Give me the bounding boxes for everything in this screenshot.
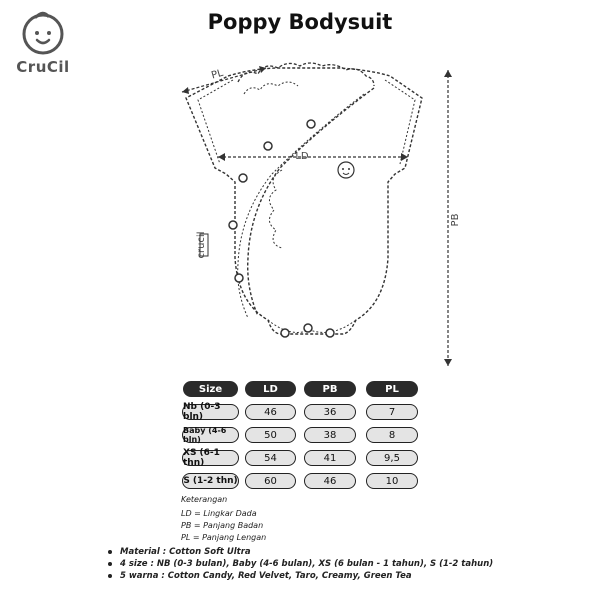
- product-details-list: [108, 546, 493, 582]
- ld-label: LD: [295, 151, 309, 162]
- note-item: PL = Panjang Lengan: [181, 533, 267, 542]
- ld-cell: 60: [245, 473, 296, 489]
- table-header-ld: LD: [245, 381, 296, 397]
- table-header-size: Size: [183, 381, 238, 397]
- page-title: Poppy Bodysuit: [207, 10, 393, 34]
- detail-item: 4 size : NB (0-3 bulan), Baby (4-6 bulan), XS (6 bulan - 1 tahun), S (1-2 tahun): [108, 558, 493, 570]
- pb-cell: 36: [304, 404, 356, 420]
- table-header-pl: PL: [366, 381, 418, 397]
- notes-heading: Keterangan: [181, 495, 228, 504]
- brand-name: CruCil: [16, 58, 70, 76]
- size-cell: Nb (0-3 bln): [182, 404, 239, 420]
- size-cell: XS (6-1 thn): [182, 450, 239, 466]
- ld-cell: 54: [245, 450, 296, 466]
- pb-cell: 46: [304, 473, 356, 489]
- pl-label: PL: [210, 67, 225, 82]
- legend-notes: [181, 494, 266, 544]
- ld-cell: 46: [245, 404, 296, 420]
- note-item: LD = Lingkar Dada: [181, 509, 257, 518]
- garment-tag: crucil: [196, 231, 207, 259]
- pl-cell: 10: [366, 473, 418, 489]
- pb-cell: 41: [304, 450, 356, 466]
- table-header-pb: PB: [304, 381, 356, 397]
- size-cell: S (1-2 thn): [182, 473, 239, 489]
- size-cell: Baby (4-6 bln): [182, 427, 239, 443]
- bodysuit-illustration: [160, 58, 470, 378]
- detail-item: 5 warna : Cotton Candy, Red Velvet, Taro, Creamy, Green Tea: [108, 570, 493, 582]
- pl-cell: 9,5: [366, 450, 418, 466]
- detail-item: Material : Cotton Soft Ultra: [108, 546, 493, 558]
- pl-cell: 7: [366, 404, 418, 420]
- pb-label: PB: [450, 213, 461, 227]
- pb-cell: 38: [304, 427, 356, 443]
- note-item: PB = Panjang Badan: [181, 521, 264, 530]
- pl-cell: 8: [366, 427, 418, 443]
- ld-cell: 50: [245, 427, 296, 443]
